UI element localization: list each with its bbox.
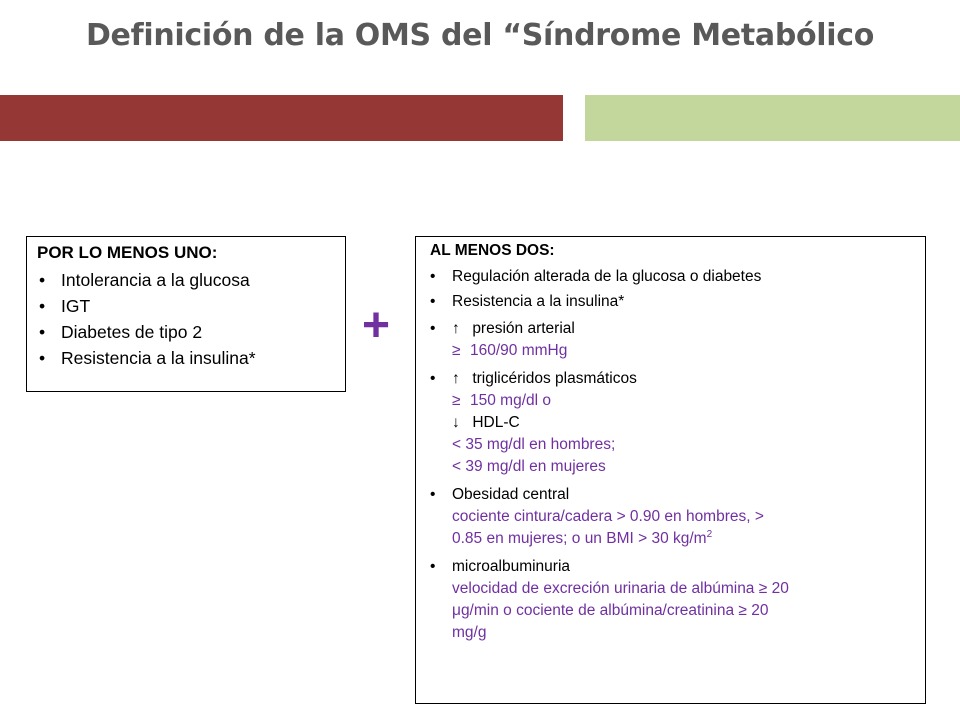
bullet-icon: • — [39, 296, 46, 316]
bullet-icon: • — [39, 270, 46, 290]
list-item: • Resistencia a la insulina* — [37, 345, 335, 371]
list-item: • IGT — [37, 293, 335, 319]
micro-symbol: μ — [452, 602, 461, 619]
greater-equal-icon: ≥ — [758, 580, 768, 597]
list-item: • Resistencia a la insulina* — [430, 291, 915, 313]
box-heading: POR LO MENOS UNO: — [37, 243, 218, 262]
bullet-icon: • — [430, 558, 436, 575]
arrow-up-icon: ↑ — [452, 370, 460, 387]
list-item: • Regulación alterada de la glucosa o diabetes — [430, 266, 915, 288]
greater-equal-icon: ≥ — [452, 342, 461, 359]
criteria-box-at-least-two — [415, 236, 926, 704]
bullet-icon: • — [39, 322, 46, 342]
list-item: • Diabetes de tipo 2 — [37, 319, 335, 345]
list-item: • Intolerancia a la glucosa — [37, 267, 335, 293]
bullet-icon: • — [430, 320, 436, 337]
list-item-lipids: • ↑ triglicéridos plasmáticos ≥ 150 mg/dl o ↓ HDL-C < 35 mg/dl en hombres; < 39 mg/dl en mujeres — [430, 370, 637, 475]
bullet-icon: • — [430, 486, 436, 503]
decorative-bar-green — [585, 95, 960, 141]
criteria-list — [37, 267, 335, 371]
page-title: Definición de la OMS del “Síndrome Metabólico — [85, 18, 875, 53]
bullet-icon: • — [430, 370, 436, 387]
greater-equal-icon: ≥ — [452, 392, 461, 409]
list-item-microalbuminuria: • microalbuminuria velocidad de excreción urinaria de albúmina ≥ 20 μg/min o cociente de albúmina/creatinina ≥ 20 mg/g — [430, 558, 789, 641]
list-item-obesity: • Obesidad central cociente cintura/cadera > 0.90 en hombres, > 0.85 en mujeres; o un BMI > 30 $kg/m^2$ — [430, 486, 764, 547]
criteria-box-at-least-one — [26, 236, 346, 392]
list-item-blood-pressure: • ↑ presión arterial ≥ 160/90 mmHg — [430, 318, 915, 362]
arrow-down-icon: ↓ — [452, 414, 460, 431]
bullet-icon: • — [430, 293, 436, 310]
bullet-icon: • — [430, 268, 436, 285]
greater-equal-icon: ≥ — [738, 602, 747, 619]
criteria-list — [430, 266, 915, 644]
bullet-icon: • — [39, 348, 46, 368]
arrow-up-icon: ↑ — [452, 320, 460, 337]
plus-icon: + — [362, 299, 391, 352]
box-heading: AL MENOS DOS: — [430, 242, 555, 259]
decorative-bar-red — [0, 95, 563, 141]
